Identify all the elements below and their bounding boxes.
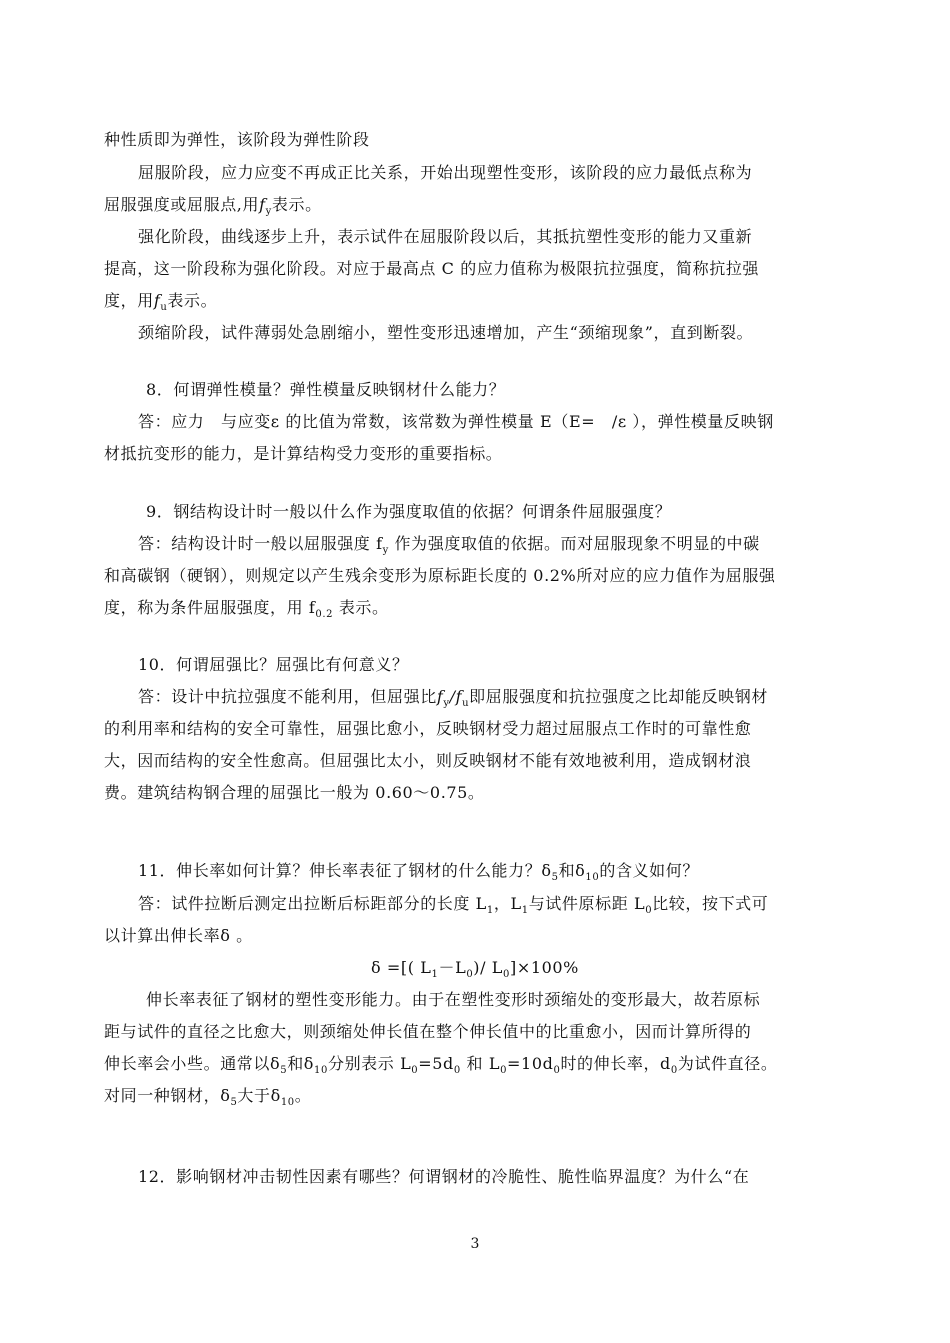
subscript: 10 [314, 1065, 328, 1076]
text-run: 时的伸长率，d [560, 1054, 671, 1073]
answer-11-line: 距与试件的直径之比愈大，则颈缩处伸长值在整个伸长值中的比重愈小，因而计算所得的 [104, 1022, 752, 1041]
text-run: 11．伸长率如何计算？伸长率表征了钢材的什么能力？δ [138, 861, 552, 880]
subscript: 0 [466, 969, 474, 980]
text-run: 为试件直径。 [677, 1054, 778, 1073]
subscript: y [443, 698, 450, 709]
answer-9-line [138, 534, 760, 554]
text-run: 即屈服强度和抗拉强度之比却能反映钢材 [469, 687, 768, 706]
text-line: 提高，这一阶段称为强化阶段。对应于最高点 C 的应力值称为极限抗拉强度，简称抗拉强 [104, 259, 760, 278]
text-run: 度，称为条件屈服强度，用 f [104, 598, 316, 617]
text-run: 。 [294, 1086, 312, 1105]
subscript: 0.2 [315, 609, 334, 620]
subscript: 0 [553, 1065, 561, 1076]
text-run: 分别表示 L [327, 1054, 412, 1073]
text-run: ]×100% [510, 958, 579, 977]
question-11 [138, 861, 699, 881]
text-run: 比较，按下式可 [652, 894, 769, 913]
subscript: 5 [280, 1065, 288, 1076]
symbol-f: f [436, 687, 444, 706]
answer-10-line [138, 687, 768, 707]
text-run: δ =[( L [370, 958, 432, 977]
text-run: 表示。 [167, 291, 218, 310]
subscript: 1 [486, 905, 494, 916]
text-run: 和δ [558, 861, 586, 880]
question-10: 10．何谓屈强比？屈强比有何意义？ [138, 655, 409, 674]
symbol-f: f [153, 291, 161, 310]
subscript: y [382, 545, 389, 556]
subscript: 0 [453, 1065, 461, 1076]
text-run: 表示。 [271, 195, 322, 214]
answer-9-line [104, 598, 389, 618]
subscript: 0 [670, 1065, 678, 1076]
text-run: 大于δ [237, 1086, 281, 1105]
subscript: 5 [230, 1097, 238, 1108]
text-run: 答：结构设计时一般以屈服强度 f [138, 534, 383, 553]
text-run: 答：试件拉断后测定出拉断后标距部分的长度 L [138, 894, 487, 913]
subscript: 0 [500, 1065, 508, 1076]
text-run: 和 L [460, 1054, 501, 1073]
subscript: 1 [521, 905, 529, 916]
answer-10-line: 大，因而结构的安全性愈高。但屈强比太小，则反映钢材不能有效地被利用，造成钢材浪 [104, 751, 752, 770]
text-run: 与试件原标距 L [528, 894, 646, 913]
formula [0, 958, 950, 978]
question-8: 8．何谓弹性模量？弹性模量反映钢材什么能力？ [146, 380, 506, 399]
subscript: 5 [551, 872, 559, 883]
answer-10-line: 的利用率和结构的安全可靠性，屈强比愈小，反映钢材受力超过屈服点工作时的可靠性愈 [104, 719, 752, 738]
text-run: 答：设计中抗拉强度不能利用，但屈强比 [138, 687, 437, 706]
text-run: 度，用 [104, 291, 154, 310]
answer-11-line: 伸长率表征了钢材的塑性变形能力。由于在塑性变形时颈缩处的变形最大，故若原标 [146, 990, 761, 1009]
text-line [104, 291, 217, 311]
text-run: 表示。 [333, 598, 389, 617]
text-run: 屈服强度或屈服点,用 [104, 195, 260, 214]
text-run: 作为强度取值的依据。而对屈服现象不明显的中碳 [388, 534, 760, 553]
text-line: 颈缩阶段，试件薄弱处急剧缩小，塑性变形迅速增加，产生“颈缩现象”，直到断裂。 [138, 323, 754, 342]
text-line: 种性质即为弹性，该阶段为弹性阶段 [104, 130, 370, 149]
text-run: 和δ [287, 1054, 315, 1073]
text-line: 强化阶段，曲线逐步上升，表示试件在屈服阶段以后，其抵抗塑性变形的能力又重新 [138, 227, 753, 246]
text-run: 对同一种钢材，δ [104, 1086, 231, 1105]
text-run: ，L [493, 894, 522, 913]
answer-8-line: 答：应力 与应变ε 的比值为常数，该常数为弹性模量 E（E= /ε ），弹性模量反映钢 [138, 412, 774, 431]
text-line: 屈服阶段，应力应变不再成正比关系，开始出现塑性变形，该阶段的应力最低点称为 [138, 163, 753, 182]
subscript: y [265, 206, 272, 217]
answer-11-line [138, 894, 768, 914]
subscript: 0 [411, 1065, 419, 1076]
text-run: =5d [418, 1054, 454, 1073]
answer-9-line: 和高碳钢（硬钢），则规定以产生残余变形为原标距长度的 0.2%所对应的应力值作为屈服强 [104, 566, 776, 585]
answer-11-line [104, 1054, 777, 1074]
subscript: 0 [503, 969, 510, 980]
page-number: 3 [470, 1236, 480, 1252]
answer-11-line: 以计算出伸长率δ 。 [104, 926, 253, 945]
symbol-f: /f [449, 687, 463, 706]
text-run: －L [438, 958, 467, 977]
answer-8-line: 材抵抗变形的能力，是计算结构受力变形的重要指标。 [104, 444, 503, 463]
text-run: 的含义如何？ [599, 861, 699, 880]
subscript: u [160, 302, 168, 313]
answer-10-line: 费。建筑结构钢合理的屈强比一般为 0.60～0.75。 [104, 783, 485, 802]
subscript: 10 [585, 872, 600, 883]
text-line [104, 195, 322, 215]
text-run: 伸长率会小些。通常以δ [104, 1054, 281, 1073]
subscript: 0 [645, 905, 653, 916]
subscript: 10 [280, 1097, 295, 1108]
question-12: 12．影响钢材冲击韧性因素有哪些？何谓钢材的冷脆性、脆性临界温度？为什么“在 [138, 1167, 750, 1186]
text-run: )/ L [473, 958, 504, 977]
answer-11-line [104, 1086, 311, 1106]
symbol-f: f [259, 195, 266, 214]
text-run: =10d [507, 1054, 554, 1073]
subscript: 1 [431, 969, 439, 980]
question-9: 9．钢结构设计时一般以什么作为强度取值的依据？何谓条件屈服强度？ [146, 502, 672, 521]
subscript: u [462, 698, 470, 709]
